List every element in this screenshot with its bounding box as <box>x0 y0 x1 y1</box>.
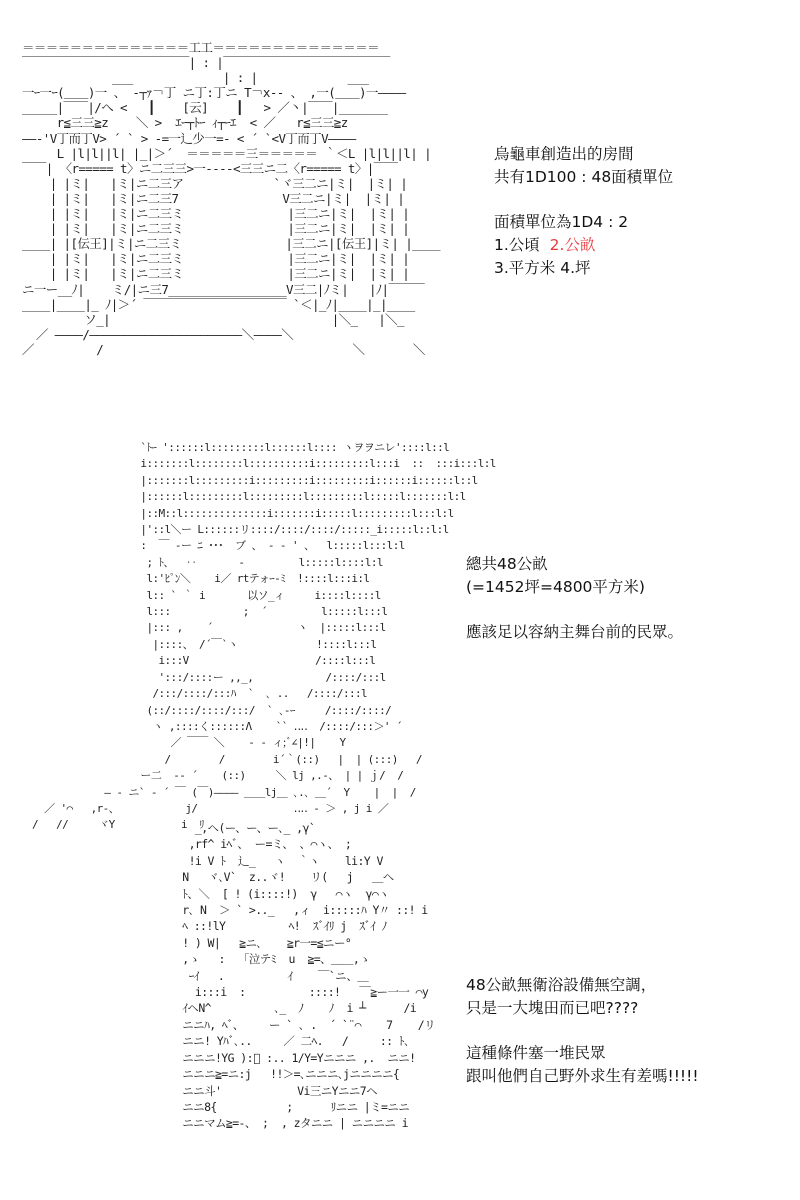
ascii-art-room-entrance: ＝＝＝＝＝＝＝＝＝＝＝＝＝＝工工＝＝＝＝＝＝＝＝＝＝＝＝＝＝ ￣￣￣￣￣￣￣￣￣￣￣￣￣￣| : |￣￣￣￣￣￣￣￣￣￣￣￣￣￣ ___ | : | ___ 一ｰ一ｰ(＿＿)一 、 ‐┬ｧ￢丁 ニ丁:丁ニ T￢x-- 、 ,一(＿＿)一―――― _____|￣￣|/へ < ┃ [云] ┃ > ／丶|￣￣|_______ r≦三三≧z ＼ > ｴｰ┬ﾄｰ ｨ┬ｰｴ < ／ r≦三三≧z ――‐'V丁而丁V> ´ ` > -=一辶少一=- < ´ `<V丁而丁V―――― L |l|l||l| |_|＞´ ＝＝＝＝＝三＝＝＝＝＝ ｀＜L |l|l||l| | ￣￣| 〈r===== t〉ニ二三三>一----<三三ニ二〈r===== t〉|￣￣ | |ミ| |ミ|ニ二三ア `ヾ三二ニ|ミ| |ミ| | | |ミ| |ミ|ニ二三7 V三二ニ|ミ| |ミ| | | |ミ| |ミ|ニ二三ミ |三二ニ|ミ| |ミ| | | |ミ| |ミ|ニ二三ミ |三二ニ|ミ| |ミ| | ____| |[伝王]|ミ|ニ二三ミ |三二ニ|[伝王]|ミ| |____ | |ミ| |ミ|ニ二三ミ |三二ニ|ミ| |ミ| | | |ミ| |ミ|ニ二三ミ |三二ニ|ミ| |ミ| | ニ一ー__ﾉ| ミ/|ニ三7_________________V三二|ﾉミ| |ﾉ|￣￣￣ ____|____|_ ﾉ|＞´ ￣￣￣￣￣￣￣￣￣￣￣￣ `＜|_ﾉ|____|_|____ ソ_| |＼_ |＼_ ／ ――――/――――――――――――――――――――――＼――――＼ ／ / ＼ ＼ <box>22 40 440 357</box>
caption-line: 面積單位為1D4 : 2 <box>494 213 629 231</box>
caption-complaint <box>466 974 699 1088</box>
caption-line: 3.平方米 4.坪 <box>494 259 591 277</box>
caption-line: 烏龜車創造出的房間 <box>494 145 634 163</box>
caption-line: 跟叫他們自己野外求生有差嗎!!!!! <box>466 1067 699 1085</box>
caption-line: 總共48公畝 <box>466 555 548 573</box>
caption-options-line <box>494 234 673 257</box>
caption-room-area <box>494 143 673 280</box>
option-are-selected: 2.公畝 <box>549 236 596 254</box>
caption-line: 應該足以容納主舞台前的民眾。 <box>466 623 684 641</box>
caption-spacer <box>466 599 683 621</box>
caption-total-area <box>466 553 683 644</box>
caption-line: 共有1D100 : 48面積單位 <box>494 168 674 186</box>
caption-line: 48公畝無衛浴設備無空調， <box>466 976 657 994</box>
caption-spacer <box>466 1020 699 1042</box>
ascii-art-character-crying: _,ヘ(ー、ー、ー､_ ,γ` ,rf^ iﾍﾞ、 ー=ミ、 、⌒ヽ、 ; !i V ﾄ 辶_ ヽ ｀ヽ li:Y V N ヾ､V` z..ヾ! リ( j ＿ヘ ﾄ、＼ [ ! (i::::!) γ ⌒ヽ γ⌒ヽ r､ N ＞ ` >.._ ,ィ i:::::ﾊ Y〃 ::! i ﾍ ::!lY ﾍ! ｽﾞｲﾘ j ｽﾞｲ ﾉ ! ) W| ≧ニ､ ≧r一=≦ニー° ,ゝ : ｢泣テﾐ u ≧=、＿＿,ゝ ｰｲ . ｲ ￣`ニ、＿ i:::i : ::::! ￣≧ー一一 ⌒y ｲヘN^ ､_ ﾉ ﾉ i ┴ /i ニニﾊ, ﾍﾞ、 ー ` ､ . ´ `¨⌒ 7 /リ ニニ! Yﾊﾞ､.. ／ 二ﾍ. / :: ﾄ､ ニニニ!YG ):ﾞ :.. 1/Y=Yニニニ ,. ニニ! ニニニ≧=ニ:j !!＞=､ニニニ､jニニニニ{ ニニ斗' Vi三ニYニニ7ヘ ニニ8{ ; ﾘニニ |ミ=ニニ ニニマム≧=-、 ; , zタニニ | ニニニニ i <box>182 821 436 1131</box>
caption-line: 只是一大塊田而已吧???? <box>466 999 639 1017</box>
caption-line: 這種條件塞一堆民眾 <box>466 1044 606 1062</box>
caption-line: (=1452坪=4800平方米) <box>466 578 645 596</box>
ascii-art-character-thinking: `ﾄｰ '::::::l:::::::::l::::::l:::: ヽヲヲニレ'::::l::l i:::::::l::::::::l::::::::::i:::::::::l:::i :: :::i:::l:l |:::::::l:::::::::i:::::::::i:::::::::i::::::i::::::l::l |::::::l:::::::::l:::::::::l:::::::::l:::::l:::::::l:l |::M::l::::::::::::::i:::::::i:::::l:::::::::l:::l:l |'::l＼ー L::::::リ::::/::::/::::/:::::_i:::::l::l:l : ￣ -ー ﾆ ･･･ ブ 、 - - ' 、 l:::::l:::l:l ; ﾄ、 ‥ - l:::::l::::l:l l:'ﾋﾟﾝ＼ i／ rtテォｰ-ﾐ !::::l:::i:l l:: ` ｀ i 以ソ_ィ i::::l::::l l::: ; ´ l:::::l:::l |::: , ´ ヽ |:::::l:::l |::::、 /´￣`ヽ !::::l:::l i:::V /::::l:::l ':::/::::ー ,,_, /::::/:::l /:::/::::/:::ﾊ ` ､ .. /::::/:::l (::/::::/::::/:::/ ` ､‐ｰ /::::/::::/ ヽ ,::::く::::::Λ `` ‥‥ /::::/:::＞' ´ ／ ￣￣ ＼ ‐ ‐ ィ;ﾞ∠|!| Y / / i´｀(::) | | (:::) / ー二 -‐ ´ (::) ＼ lj ,.-、 | | ｊ/ / ― ‐ ニ` ‐ ´ ￣ (￣)―――― ＿＿lj＿ ､.､ ＿´ Y | | / ／ '⌒ ,r‐、 j/ ‥‥ ‐ ＞ , j i ／ / // ヾY i ﾘ <box>32 441 496 832</box>
option-hectare: 1.公頃 <box>494 236 540 254</box>
caption-spacer <box>494 189 673 211</box>
